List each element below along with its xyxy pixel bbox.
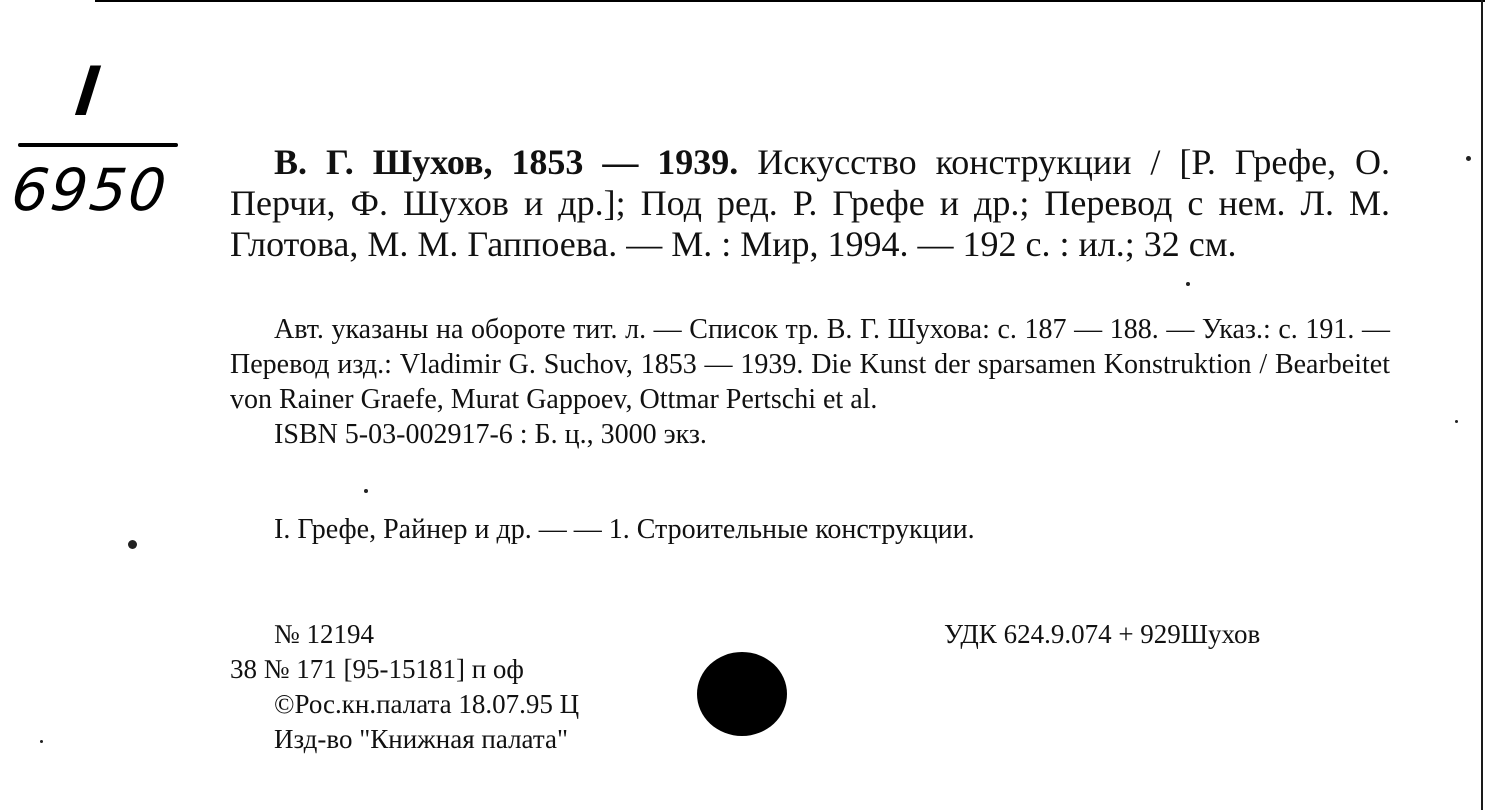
ink-speck	[1186, 282, 1190, 286]
tracings-line: I. Грефе, Райнер и др. — — 1. Строительные конструкции.	[274, 514, 975, 545]
note-text: Авт. указаны на обороте тит. л. — Список тр. В. Г. Шухова: с. 187 — 188. — Указ.: с. 191. — Перевод изд.: Vladimir G. Suchov, 1853 — 1939. Die Kunst der sparsamen Konstruktion / Bearbeitet von Rainer Graefe, Murat Gappoev, Ottmar Pertschi et al.	[230, 314, 1390, 415]
card-right-edge	[1481, 0, 1483, 810]
ink-speck	[1455, 420, 1458, 423]
udk-classification: УДК 624.9.074 + 929Шухов	[944, 619, 1261, 649]
ink-speck	[40, 740, 43, 743]
shelf-mark-divider	[18, 143, 178, 147]
punch-hole	[697, 652, 787, 736]
ink-speck	[364, 489, 368, 493]
shelf-mark	[10, 55, 180, 245]
print-order-line: 38 № 171 [95-15181] п оф	[230, 654, 524, 684]
shelf-mark-class: I	[72, 53, 105, 132]
notes-area	[230, 312, 1390, 452]
title-description: Искусство конструкции / [Р. Грефе, О. Перчи, Ф. Шухов и др.]; Под ред. Р. Грефе и др.; Перевод с нем. Л. М. Глотова, М. М. Гаппоева. — М. : Мир, 1994. — 192 с. : ил.; 32 см.	[230, 142, 1391, 264]
title-statement	[230, 142, 1390, 265]
isbn-line: ISBN 5-03-002917-6 : Б. ц., 3000 экз.	[274, 419, 707, 450]
title-heading: В. Г. Шухов, 1853 — 1939.	[274, 142, 739, 182]
bibliographic-entry	[230, 142, 1390, 265]
copyright-line: ©Рос.кн.палата 18.07.95 Ц	[274, 689, 580, 719]
ink-speck	[1466, 156, 1471, 161]
registration-block	[230, 617, 579, 757]
card-number: № 12194	[274, 619, 375, 649]
shelf-mark-number: 6950	[8, 156, 172, 224]
ink-speck	[128, 540, 137, 549]
publisher-line: Изд-во "Книжная палата"	[274, 724, 568, 754]
card-top-edge	[95, 0, 1485, 2]
